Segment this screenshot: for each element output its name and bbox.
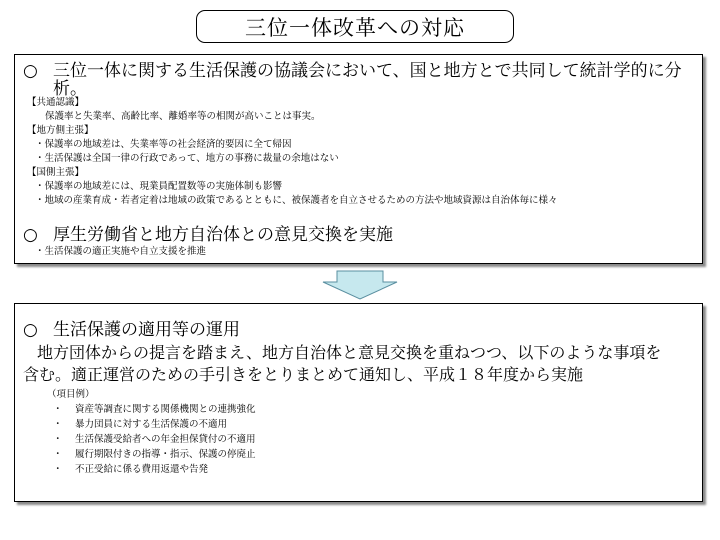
local-item: ・生活保護は全国一律の行政であって、地方の事務に裁量の余地はない — [35, 153, 339, 164]
section1-heading-line1 — [23, 61, 682, 81]
bullet-icon: ・ — [53, 404, 63, 415]
section1-heading-text: 三位一体に関する生活保護の協議会において、国と地方とで共同して統計学的に分 — [53, 61, 682, 81]
list-item — [53, 448, 256, 462]
national-item: ・保護率の地域差には、現業員配置数等の実施体制も影響 — [35, 181, 283, 192]
section2-heading-text: 生活保護の適用等の運用 — [53, 320, 240, 340]
bullet-icon: ・ — [53, 464, 63, 475]
list-item-text: 暴力団員に対する生活保護の不適用 — [75, 419, 228, 430]
section1-heading2 — [23, 225, 393, 245]
common-label: 【共通認識】 — [27, 97, 85, 108]
circle-marker-icon: ○ — [23, 320, 38, 340]
page-title: 三位一体改革への対応 — [196, 10, 514, 43]
local-label: 【地方側主張】 — [27, 125, 94, 136]
list-item-text: 生活保護受給者への年金担保貸付の不適用 — [75, 434, 256, 445]
list-item — [53, 418, 227, 432]
national-label: 【国側主張】 — [27, 167, 85, 178]
list-item — [53, 403, 256, 417]
list-item-text: 不正受給に係る費用返還や告発 — [75, 464, 209, 475]
bullet-icon: ・ — [53, 449, 63, 460]
items-label: （項目例） — [47, 389, 95, 400]
list-item — [53, 463, 208, 477]
bullet-icon: ・ — [53, 419, 63, 430]
circle-marker-icon: ○ — [23, 225, 38, 245]
list-item — [53, 433, 256, 447]
section1-heading-line2: 析。 — [53, 79, 87, 99]
circle-marker-icon: ○ — [23, 61, 38, 81]
section2-body-line1: 地方団体からの提言を踏まえ、地方自治体と意見交換を重ねつつ、以下のような事項を — [37, 343, 662, 362]
list-item-text: 資産等調査に関する関係機関との連携強化 — [75, 404, 256, 415]
bullet-icon: ・ — [53, 434, 63, 445]
common-item: 保護率と失業率、高齢比率、離婚率等の相関が高いことは事実。 — [45, 111, 321, 122]
section1-heading2-note: ・生活保護の適正実施や自立支援を推進 — [35, 246, 207, 257]
local-item: ・保護率の地域差は、失業率等の社会経済的要因に全て帰因 — [35, 139, 292, 150]
section2-box — [14, 303, 703, 502]
section1-heading2-text: 厚生労働省と地方自治体との意見交換を実施 — [53, 225, 393, 245]
section2-heading — [23, 320, 240, 340]
national-item: ・地域の産業育成・若者定着は地域の政策であるとともに、被保護者を自立させるための方法や地域資源は自治体毎に様々 — [35, 195, 558, 206]
section2-body-line2: 含む。適正運営のための手引きをとりまとめて通知し、平成１８年度から実施 — [23, 365, 584, 384]
section1-box — [14, 54, 703, 264]
down-arrow-icon — [321, 270, 399, 300]
list-item-text: 履行期限付きの指導・指示、保護の停廃止 — [75, 449, 256, 460]
